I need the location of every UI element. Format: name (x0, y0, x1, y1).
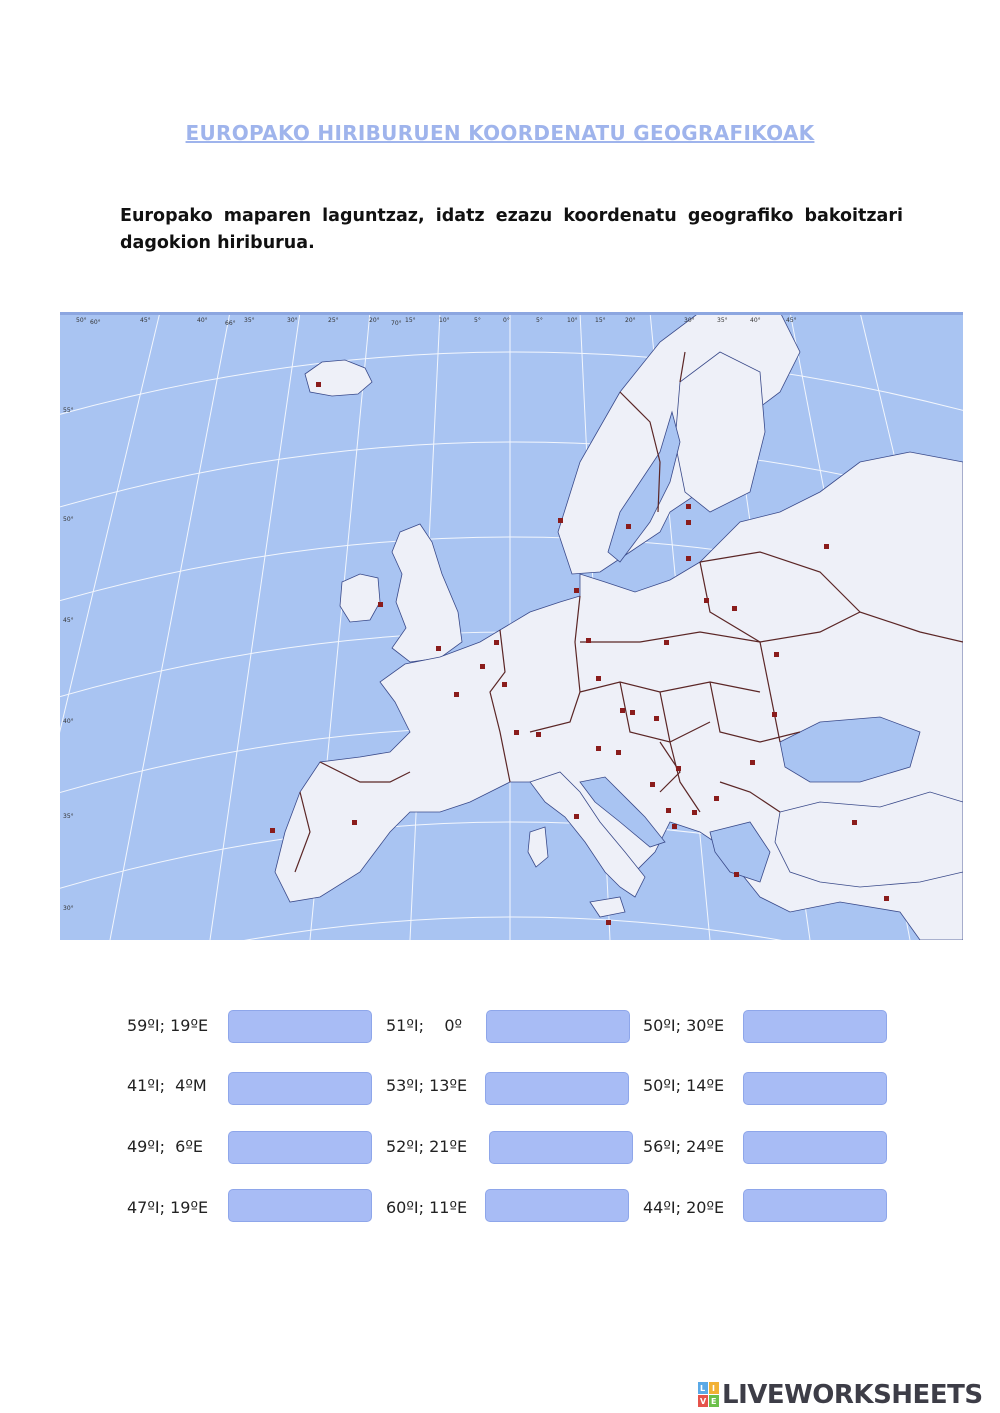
marker-bern (514, 730, 519, 735)
answer-input[interactable] (228, 1072, 372, 1105)
liveworksheets-logo-icon (698, 1382, 720, 1408)
marker-paris (454, 692, 459, 697)
marker-skopje (692, 810, 697, 815)
marker-podgorica (666, 808, 671, 813)
lon-label: 20° (625, 317, 636, 324)
marker-kyiv (774, 652, 779, 657)
marker-sarajevo (650, 782, 655, 787)
marker-valletta (606, 920, 611, 925)
answer-input[interactable] (743, 1072, 887, 1105)
marker-reykjavik (316, 382, 321, 387)
answer-input[interactable] (485, 1189, 629, 1222)
lon-label: 60° (90, 319, 101, 326)
marker-brussels (480, 664, 485, 669)
lon-label: 66° (225, 320, 236, 327)
lon-label: 30° (684, 317, 695, 324)
marker-madrid (352, 820, 357, 825)
answer-input[interactable] (228, 1010, 372, 1043)
turkey-shape (775, 792, 963, 887)
marker-minsk (732, 606, 737, 611)
marker-rome (574, 814, 579, 819)
marker-sofia (714, 796, 719, 801)
marker-dublin (378, 602, 383, 607)
coord-label: 53ºI; 13ºE (386, 1076, 468, 1095)
lon-label: 25° (328, 317, 339, 324)
marker-vaduz (536, 732, 541, 737)
page-title: EUROPAKO HIRIBURUEN KOORDENATU GEOGRAFIKOAK (185, 121, 815, 145)
lon-label: 5° (474, 317, 481, 324)
logo-letter: V (700, 1397, 707, 1406)
marker-ljubljana (596, 746, 601, 751)
lon-label: 45° (140, 317, 151, 324)
lon-label: 5° (536, 317, 543, 324)
marker-lisbon (270, 828, 275, 833)
coord-label: 50ºI; 14ºE (643, 1076, 725, 1095)
answer-input[interactable] (489, 1131, 633, 1164)
lat-label: 30° (63, 905, 74, 912)
marker-amsterdam (494, 640, 499, 645)
coord-label: 60ºI; 11ºE (386, 1198, 468, 1217)
marker-vienna (620, 708, 625, 713)
lon-label: 10° (439, 317, 450, 324)
marker-moscow (824, 544, 829, 549)
logo-letter: E (711, 1397, 717, 1406)
marker-tallinn (686, 520, 691, 525)
marker-berlin (586, 638, 591, 643)
marker-vilnius (704, 598, 709, 603)
marker-helsinki (686, 504, 691, 509)
coord-label: 51ºI; 0º (386, 1016, 463, 1035)
lon-label: 40° (750, 317, 761, 324)
marker-bucharest (750, 760, 755, 765)
answer-input[interactable] (228, 1189, 372, 1222)
marker-stockholm (626, 524, 631, 529)
coord-label: 41ºI; 4ºM (127, 1076, 207, 1095)
answer-input[interactable] (228, 1131, 372, 1164)
answer-input[interactable] (485, 1072, 629, 1105)
marker-nicosia (884, 896, 889, 901)
coord-label: 47ºI; 19ºE (127, 1198, 209, 1217)
lon-label: 0° (503, 317, 510, 324)
answer-input[interactable] (743, 1131, 887, 1164)
lat-label: 50° (63, 516, 74, 523)
lon-label: 15° (595, 317, 606, 324)
lon-label: 35° (717, 317, 728, 324)
marker-prague (596, 676, 601, 681)
brand-text: LIVEWORKSHEETS (722, 1380, 983, 1410)
coord-label: 50ºI; 30ºE (643, 1016, 725, 1035)
lat-label: 55° (63, 407, 74, 414)
lon-label: 10° (567, 317, 578, 324)
marker-copenhagen (574, 588, 579, 593)
lat-label: 40° (63, 718, 74, 725)
lat-label: 45° (63, 617, 74, 624)
marker-athens (734, 872, 739, 877)
lon-label: 50° (76, 317, 87, 324)
lon-label: 35° (244, 317, 255, 324)
lon-label: 70° (391, 320, 402, 327)
marker-ankara (852, 820, 857, 825)
logo-letter: I (712, 1384, 715, 1393)
lat-label: 35° (63, 813, 74, 820)
marker-luxembourg (502, 682, 507, 687)
marker-tirana (672, 824, 677, 829)
logo-letter: L (700, 1384, 706, 1393)
coord-label: 52ºI; 21ºE (386, 1137, 468, 1156)
liveworksheets-brand (698, 1380, 998, 1410)
marker-belgrade (676, 766, 681, 771)
answer-input[interactable] (743, 1010, 887, 1043)
coord-label: 49ºI; 6ºE (127, 1137, 204, 1156)
coord-label: 44ºI; 20ºE (643, 1198, 725, 1217)
answer-input[interactable] (486, 1010, 630, 1043)
answer-input[interactable] (743, 1189, 887, 1222)
coord-label: 56ºI; 24ºE (643, 1137, 725, 1156)
lon-label: 45° (786, 317, 797, 324)
marker-riga (686, 556, 691, 561)
marker-oslo (558, 518, 563, 523)
marker-budapest (654, 716, 659, 721)
marker-warsaw (664, 640, 669, 645)
lon-label: 15° (405, 317, 416, 324)
marker-zagreb (616, 750, 621, 755)
coord-label: 59ºI; 19ºE (127, 1016, 209, 1035)
marker-chisinau (772, 712, 777, 717)
lon-label: 30° (287, 317, 298, 324)
lon-label: 20° (369, 317, 380, 324)
marker-london (436, 646, 441, 651)
europe-map (60, 312, 963, 940)
instructions: Europako maparen laguntzaz, idatz ezazu koordenatu geografiko bakoitzari dagokion hiriburua. (120, 206, 903, 253)
marker-bratislava (630, 710, 635, 715)
lon-label: 40° (197, 317, 208, 324)
